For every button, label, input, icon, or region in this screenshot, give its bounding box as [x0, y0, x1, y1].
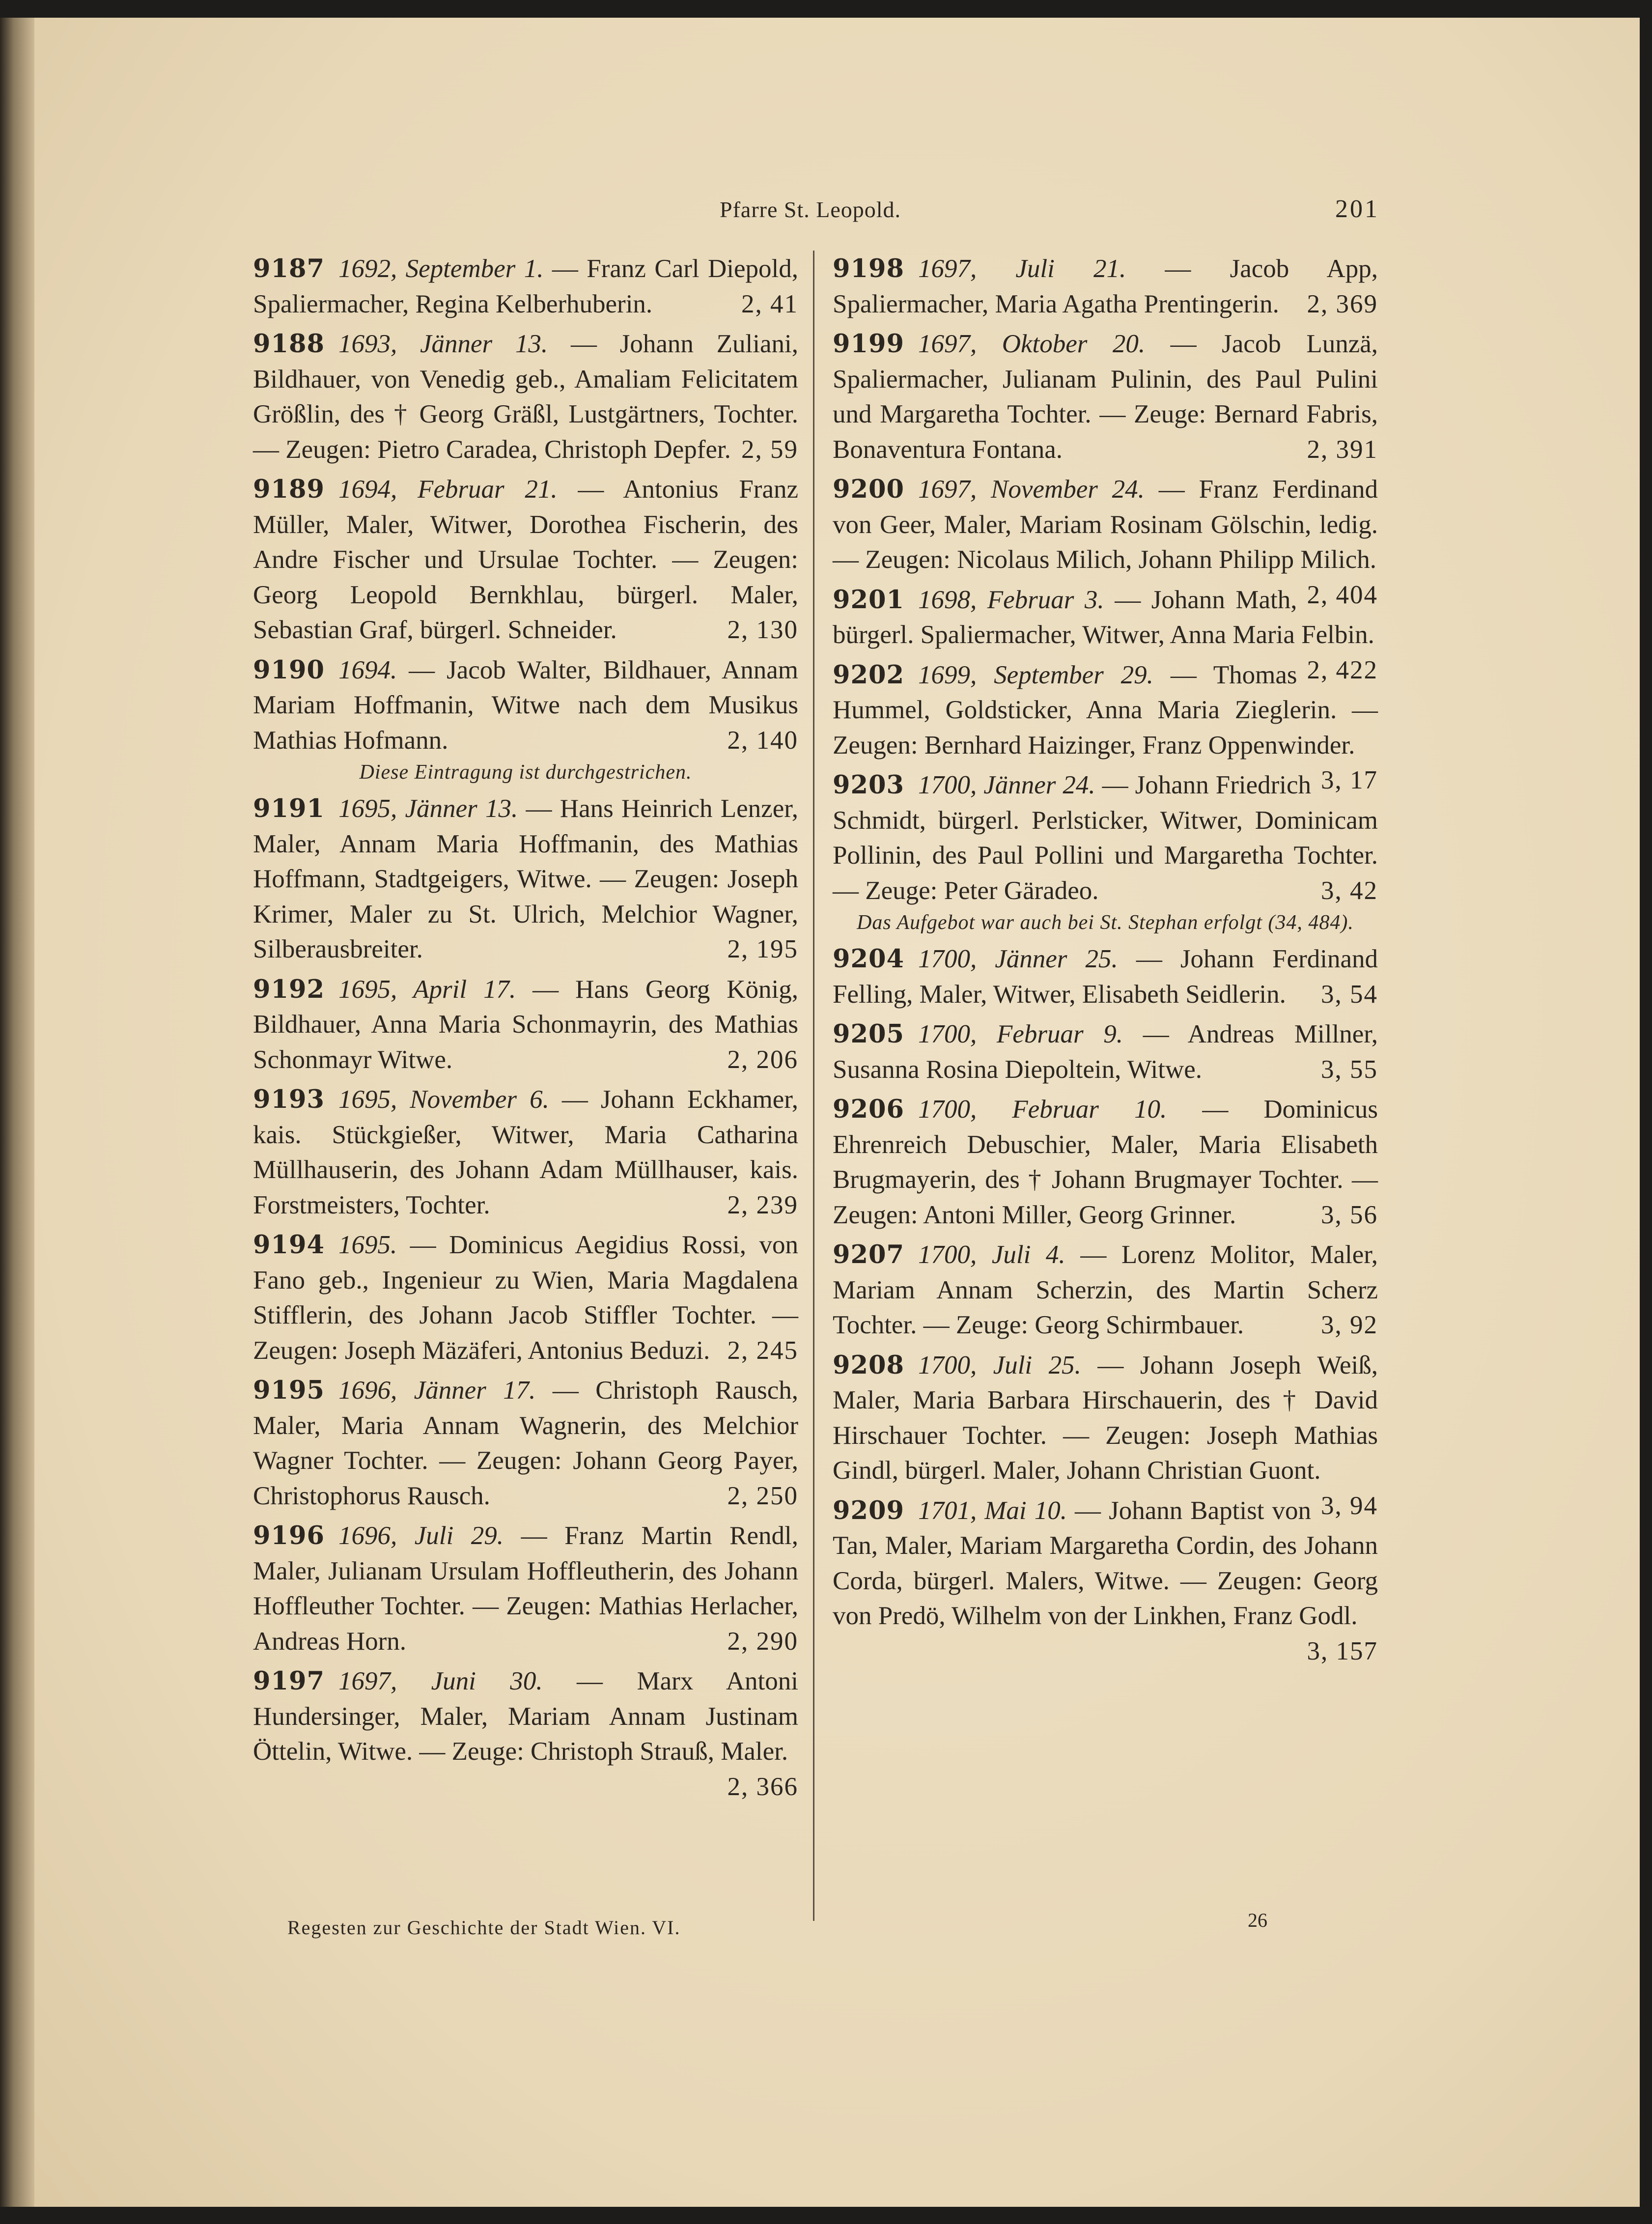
- entry-number: 9194: [253, 1230, 325, 1260]
- entry-date: 1696, Juli 29.: [338, 1521, 504, 1550]
- entry-number: 9198: [833, 254, 904, 283]
- entry-reference: 2, 41: [741, 289, 798, 318]
- entry-date: 1699, September 29.: [918, 660, 1153, 689]
- entry-text: — Hans Heinrich Lenzer, Maler, Annam Maria Hoffmanin, des Mathias Hoffmann, Stadtgeigers, Witwe. — Zeugen: Joseph Krimer, Maler zu St. Ulrich, Melchior Wagner, Silberausbreiter.: [253, 794, 798, 963]
- entry-text: — Lorenz Molitor, Maler, Mariam Annam Scherzin, des Martin Scherz Tochter. — Zeuge: Georg Schirmbauer.: [833, 1240, 1378, 1339]
- entry-reference: 2, 239: [727, 1190, 798, 1219]
- entry-number: 9204: [833, 944, 904, 974]
- entry-reference: 3, 56: [1321, 1200, 1378, 1229]
- entry-number: 9191: [253, 794, 325, 823]
- entry-number: 9202: [833, 660, 904, 690]
- entry-number: 9195: [253, 1376, 325, 1405]
- entry-date: 1695, November 6.: [338, 1085, 549, 1114]
- entry-reference: 2, 140: [727, 726, 798, 755]
- entry-text: — Johann Joseph Weiß, Maler, Maria Barbara Hirschauerin, des † David Hirschauer Tochter. — Zeugen: Joseph Mathias Gindl, bürgerl. Maler, Johann Christian Guont.: [833, 1351, 1378, 1485]
- entry-text: — Jacob App, Spaliermacher, Maria Agatha Prentingerin.: [833, 254, 1378, 318]
- entry-text: — Thomas Hummel, Goldsticker, Anna Maria Zieglerin. — Zeugen: Bernhard Haizinger, Franz Oppenwinder.: [833, 660, 1378, 760]
- entry-date: 1700, Juli 25.: [918, 1351, 1081, 1379]
- entry-date: 1695, April 17.: [338, 975, 516, 1004]
- entry-text: — Jacob Lunzä, Spaliermacher, Julianam Pulinin, des Paul Pulini und Margaretha Tochter. — Zeuge: Bernard Fabris, Bonaventura Fontana.: [833, 330, 1378, 464]
- register-entry: [833, 252, 1378, 322]
- entry-number: 9193: [253, 1085, 325, 1114]
- entry-reference: 2, 195: [727, 935, 798, 963]
- entry-number: 9188: [253, 329, 325, 359]
- entry-reference: 2, 366: [727, 1772, 798, 1801]
- entry-date: 1694, Februar 21.: [338, 475, 558, 504]
- register-entry: [833, 1092, 1378, 1233]
- entry-number: 9200: [833, 475, 904, 504]
- entry-text: — Johann Eckhamer, kais. Stückgießer, Witwer, Maria Catharina Müllhauserin, des Johann Adam Müllhauser, kais. Forstmeisters, Tochter.: [253, 1085, 799, 1219]
- entry-date: 1700, Februar 10.: [918, 1095, 1167, 1124]
- register-entry: [833, 768, 1378, 937]
- entry-text: — Andreas Millner, Susanna Rosina Diepoltein, Witwe.: [833, 1020, 1378, 1084]
- entry-text: — Dominicus Ehrenreich Debuschier, Maler, Maria Elisabeth Brugmayerin, des † Johann Brugmayer Tochter. — Zeugen: Antoni Miller, Georg Grinner.: [833, 1095, 1378, 1229]
- entry-reference: 2, 290: [727, 1627, 798, 1656]
- entry-reference: 3, 42: [1321, 876, 1378, 905]
- entry-reference: 3, 54: [1321, 980, 1378, 1009]
- entry-reference: 2, 422: [1307, 655, 1378, 684]
- register-entry: [253, 252, 798, 322]
- entry-number: 9209: [833, 1495, 904, 1525]
- entry-text: — Johann Math, bürgerl. Spaliermacher, Witwer, Anna Maria Felbin.: [833, 585, 1374, 649]
- entry-date: 1697, November 24.: [918, 475, 1145, 504]
- entry-text: — Franz Carl Diepold, Spaliermacher, Regina Kelberhuberin.: [253, 254, 799, 318]
- register-entry: [253, 472, 798, 648]
- entry-number: 9189: [253, 475, 325, 504]
- entry-number: 9208: [833, 1350, 904, 1380]
- entry-text: — Marx Antoni Hundersinger, Maler, Mariam Annam Justinam Öttelin, Witwe. — Zeuge: Christoph Strauß, Maler.: [253, 1667, 798, 1766]
- entry-text: — Franz Martin Rendl, Maler, Julianam Ursulam Hoffleutherin, des Johann Hoffleuther Tochter. — Zeugen: Mathias Herlacher, Andreas Horn.: [253, 1521, 798, 1656]
- entry-date: 1694.: [338, 655, 397, 684]
- entry-text: — Christoph Rausch, Maler, Maria Annam Wagnerin, des Melchior Wagner Tochter. — Zeugen: Johann Georg Payer, Christophorus Rausch.: [253, 1376, 798, 1510]
- register-entry: [833, 1238, 1378, 1343]
- entry-number: 9190: [253, 655, 325, 685]
- register-entry: [253, 1082, 798, 1223]
- entry-date: 1700, Februar 9.: [918, 1020, 1123, 1048]
- entry-date: 1698, Februar 3.: [918, 585, 1104, 614]
- register-entry: [253, 1228, 798, 1368]
- entry-reference: 2, 404: [1307, 580, 1378, 609]
- entry-text: — Johann Zuliani, Bildhauer, von Venedig geb., Amaliam Felicitatem Größlin, des † Georg Gräßl, Lustgärtners, Tochter. — Zeugen: Pietro Caradea, Christoph Depfer.: [253, 330, 798, 464]
- entry-date: 1696, Jänner 17.: [338, 1376, 536, 1405]
- entry-reference: 2, 130: [727, 616, 798, 644]
- register-entry: [253, 327, 798, 467]
- entry-reference: 2, 391: [1307, 435, 1378, 464]
- register-entry: [253, 1664, 798, 1801]
- entry-date: 1700, Juli 4.: [918, 1240, 1065, 1269]
- entry-date: 1697, Juli 21.: [918, 254, 1126, 283]
- page-number: 201: [1335, 195, 1379, 223]
- entry-date: 1697, Juni 30.: [338, 1667, 543, 1695]
- entry-number: 9199: [833, 329, 904, 359]
- entry-text: — Jacob Walter, Bildhauer, Annam Mariam Hoffmanin, Witwe nach dem Musikus Mathias Hofmann.: [253, 655, 799, 755]
- entry-number: 9196: [253, 1521, 325, 1550]
- entry-reference: 2, 59: [741, 435, 798, 464]
- entry-date: 1695.: [338, 1231, 397, 1259]
- register-entry: [833, 942, 1378, 1012]
- entry-reference: 2, 245: [727, 1336, 798, 1365]
- sheet-signature: 26: [1248, 1909, 1267, 1931]
- entry-number: 9192: [253, 974, 325, 1004]
- entry-reference: 3, 55: [1321, 1055, 1378, 1084]
- entry-reference: 2, 369: [1307, 289, 1378, 318]
- entry-reference: 3, 94: [1321, 1491, 1378, 1520]
- entry-text: — Antonius Franz Müller, Maler, Witwer, Dorothea Fischerin, des Andre Fischer und Ursulae Tochter. — Zeugen: Georg Leopold Bernkhlau, bürgerl. Maler, Sebastian Graf, bürgerl. Schneider.: [253, 475, 799, 644]
- entry-text: — Johann Baptist von Tan, Maler, Mariam Margaretha Cordin, des Johann Corda, bürgerl. Malers, Witwe. — Zeugen: Georg von Predö, Wilhelm von der Linkhen, Franz Godl.: [833, 1496, 1378, 1630]
- entry-number: 9187: [253, 254, 325, 283]
- right-column: [833, 252, 1378, 1669]
- register-entry: [833, 1017, 1378, 1087]
- entry-reference: 2, 250: [727, 1481, 798, 1510]
- entry-date: 1700, Jänner 24.: [918, 771, 1095, 799]
- entry-number: 9205: [833, 1019, 904, 1049]
- register-entry: [253, 972, 798, 1078]
- entry-date: 1695, Jänner 13.: [338, 794, 518, 823]
- entry-date: 1701, Mai 10.: [918, 1496, 1067, 1525]
- entry-reference: 2, 206: [727, 1045, 798, 1074]
- register-entry: [833, 1493, 1378, 1665]
- entry-date: 1697, Oktober 20.: [918, 330, 1146, 358]
- entry-text: — Johann Friedrich Schmidt, bürgerl. Perlsticker, Witwer, Dominicam Pollinin, des Paul Pollini und Margaretha Tochter. — Zeuge: Peter Gäradeo.: [833, 771, 1378, 905]
- series-title: Regesten zur Geschichte der Stadt Wien. VI.: [287, 1916, 681, 1939]
- entry-reference: 3, 92: [1321, 1311, 1378, 1339]
- register-entry: [833, 327, 1378, 467]
- entry-date: 1700, Jänner 25.: [918, 945, 1118, 973]
- register-entry: [253, 1373, 798, 1514]
- entry-number: 9206: [833, 1095, 904, 1124]
- entry-text: — Dominicus Aegidius Rossi, von Fano geb., Ingenieur zu Wien, Maria Magdalena Stifflerin, des Johann Jacob Stiffler Tochter. — Zeugen: Joseph Mäzäferi, Antonius Beduzi.: [253, 1231, 798, 1365]
- register-entry: [253, 653, 798, 787]
- entry-number: 9203: [833, 770, 904, 800]
- entry-number: 9201: [833, 585, 904, 615]
- register-entry: [253, 1519, 798, 1659]
- entry-text: — Hans Georg König, Bildhauer, Anna Maria Schonmayrin, des Mathias Schonmayr Witwe.: [253, 975, 799, 1074]
- register-entry: [253, 791, 798, 967]
- book-spine: [0, 18, 34, 2207]
- entry-note: Diese Eintragung ist durchgestrichen.: [359, 761, 692, 784]
- entry-date: 1692, September 1.: [338, 254, 544, 283]
- entry-number: 9207: [833, 1240, 904, 1269]
- entry-text: — Johann Ferdinand Felling, Maler, Witwer, Elisabeth Seidlerin.: [833, 945, 1378, 1009]
- entry-number: 9197: [253, 1666, 325, 1696]
- entry-text: — Franz Ferdinand von Geer, Maler, Mariam Rosinam Gölschin, ledig. — Zeugen: Nicolaus Milich, Johann Philipp Milich.: [833, 475, 1378, 574]
- column-rule: [813, 251, 814, 1921]
- entry-reference: 3, 157: [1307, 1636, 1378, 1665]
- left-column: [253, 252, 798, 1804]
- entry-date: 1693, Jänner 13.: [338, 330, 548, 358]
- entry-note: Das Aufgebot war auch bei St. Stephan erfolgt (34, 484).: [857, 911, 1354, 934]
- running-title: Pfarre St. Leopold.: [720, 197, 901, 222]
- entry-reference: 3, 17: [1321, 766, 1378, 794]
